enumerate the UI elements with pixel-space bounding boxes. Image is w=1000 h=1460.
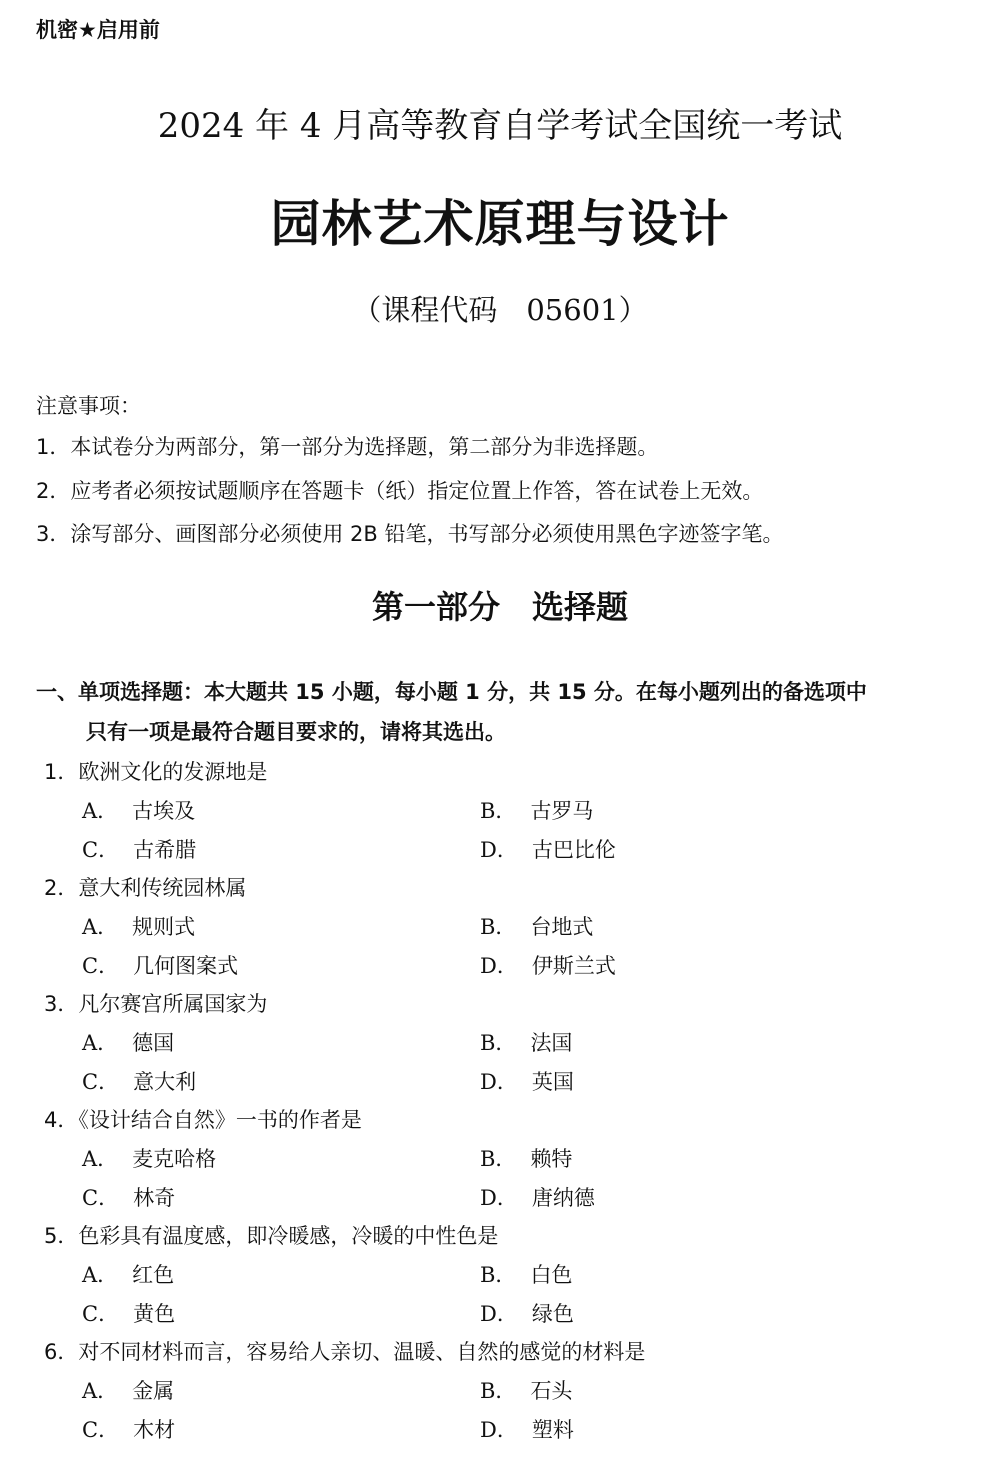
option-letter: D． bbox=[480, 838, 518, 862]
answer-option bbox=[480, 1298, 574, 1328]
option-letter: D． bbox=[480, 1418, 518, 1442]
option-text: 石头 bbox=[530, 1379, 573, 1403]
option-letter: A． bbox=[82, 1379, 119, 1403]
answer-option bbox=[480, 1143, 572, 1173]
option-letter: B． bbox=[480, 1147, 517, 1171]
option-text: 麦克哈格 bbox=[132, 1147, 217, 1171]
option-text: 白色 bbox=[530, 1263, 573, 1287]
option-letter: D． bbox=[480, 1302, 518, 1326]
option-letter: C． bbox=[82, 1186, 120, 1210]
option-letter: B． bbox=[480, 799, 517, 823]
option-letter: C． bbox=[82, 838, 120, 862]
answer-option bbox=[82, 911, 195, 941]
option-text: 古希腊 bbox=[133, 838, 197, 862]
option-letter: D． bbox=[480, 1186, 518, 1210]
notice-item: 1．本试卷分为两部分，第一部分为选择题，第二部分为非选择题。 bbox=[36, 435, 659, 459]
part-one-title: 第一部分 选择题 bbox=[371, 588, 628, 626]
answer-option bbox=[82, 1375, 174, 1405]
option-letter: D． bbox=[480, 1070, 518, 1094]
answer-option bbox=[480, 795, 593, 825]
answer-option bbox=[480, 1182, 595, 1212]
option-text: 黄色 bbox=[133, 1302, 176, 1326]
answer-option bbox=[82, 795, 195, 825]
option-letter: A． bbox=[82, 799, 119, 823]
option-text: 德国 bbox=[132, 1031, 175, 1055]
answer-option bbox=[82, 1182, 175, 1212]
answer-option bbox=[82, 1143, 216, 1173]
answer-option bbox=[480, 1027, 572, 1057]
answer-option bbox=[480, 834, 616, 864]
option-text: 法国 bbox=[530, 1031, 573, 1055]
question-stem: 4．《设计结合自然》一书的作者是 bbox=[44, 1108, 362, 1132]
option-letter: C． bbox=[82, 1418, 120, 1442]
question-stem: 5．色彩具有温度感，即冷暖感，冷暖的中性色是 bbox=[44, 1224, 499, 1248]
option-text: 赖特 bbox=[530, 1147, 573, 1171]
subject-title: 园林艺术原理与设计 bbox=[270, 195, 730, 253]
option-letter: C． bbox=[82, 1070, 120, 1094]
notice-item: 3．涂写部分、画图部分必须使用 2B 铅笔，书写部分必须使用黑色字迹签字笔。 bbox=[36, 522, 784, 546]
option-text: 林奇 bbox=[133, 1186, 176, 1210]
answer-option bbox=[480, 911, 593, 941]
option-text: 古巴比伦 bbox=[531, 838, 616, 862]
option-text: 古罗马 bbox=[530, 799, 594, 823]
option-text: 古埃及 bbox=[132, 799, 196, 823]
option-text: 金属 bbox=[132, 1379, 175, 1403]
answer-option bbox=[82, 1027, 174, 1057]
option-letter: C． bbox=[82, 954, 120, 978]
option-letter: A． bbox=[82, 915, 119, 939]
option-text: 伊斯兰式 bbox=[531, 954, 616, 978]
option-letter: A． bbox=[82, 1147, 119, 1171]
course-code: （课程代码 05601） bbox=[352, 293, 648, 327]
option-letter: C． bbox=[82, 1302, 120, 1326]
option-letter: B． bbox=[480, 1263, 517, 1287]
option-text: 塑料 bbox=[531, 1418, 574, 1442]
exam-title: 2024 年 4 月高等教育自学考试全国统一考试 bbox=[157, 106, 843, 146]
answer-option bbox=[82, 1298, 175, 1328]
option-text: 规则式 bbox=[132, 915, 196, 939]
option-letter: A． bbox=[82, 1263, 119, 1287]
section-heading: 一、单项选择题：本大题共 15 小题，每小题 1 分，共 15 分。在每小题列出的备选项中 bbox=[36, 680, 867, 704]
option-letter: A． bbox=[82, 1031, 119, 1055]
option-text: 英国 bbox=[531, 1070, 574, 1094]
answer-option bbox=[82, 1259, 174, 1289]
option-text: 木材 bbox=[133, 1418, 176, 1442]
answer-option bbox=[82, 950, 238, 980]
option-letter: B． bbox=[480, 1379, 517, 1403]
option-text: 意大利 bbox=[133, 1070, 197, 1094]
question-stem: 3．凡尔赛宫所属国家为 bbox=[44, 992, 268, 1016]
question-stem: 1．欧洲文化的发源地是 bbox=[44, 760, 268, 784]
option-text: 台地式 bbox=[530, 915, 594, 939]
option-letter: B． bbox=[480, 1031, 517, 1055]
section-heading-cont: 只有一项是最符合题目要求的，请将其选出。 bbox=[86, 720, 506, 744]
answer-option bbox=[480, 1066, 574, 1096]
option-text: 绿色 bbox=[531, 1302, 574, 1326]
answer-option bbox=[480, 950, 616, 980]
option-text: 几何图案式 bbox=[133, 954, 239, 978]
option-text: 红色 bbox=[132, 1263, 175, 1287]
answer-option bbox=[82, 1414, 175, 1444]
option-letter: D． bbox=[480, 954, 518, 978]
answer-option bbox=[82, 1066, 196, 1096]
notice-item: 2．应考者必须按试题顺序在答题卡（纸）指定位置上作答，答在试卷上无效。 bbox=[36, 479, 764, 503]
question-stem: 2．意大利传统园林属 bbox=[44, 876, 247, 900]
confidential-label: 机密★启用前 bbox=[36, 18, 160, 42]
answer-option bbox=[480, 1375, 572, 1405]
answer-option bbox=[480, 1414, 574, 1444]
answer-option bbox=[480, 1259, 572, 1289]
notices-title: 注意事项： bbox=[36, 394, 141, 418]
option-letter: B． bbox=[480, 915, 517, 939]
option-text: 唐纳德 bbox=[531, 1186, 595, 1210]
answer-option bbox=[82, 834, 196, 864]
question-stem: 6．对不同材料而言，容易给人亲切、温暖、自然的感觉的材料是 bbox=[44, 1340, 646, 1364]
